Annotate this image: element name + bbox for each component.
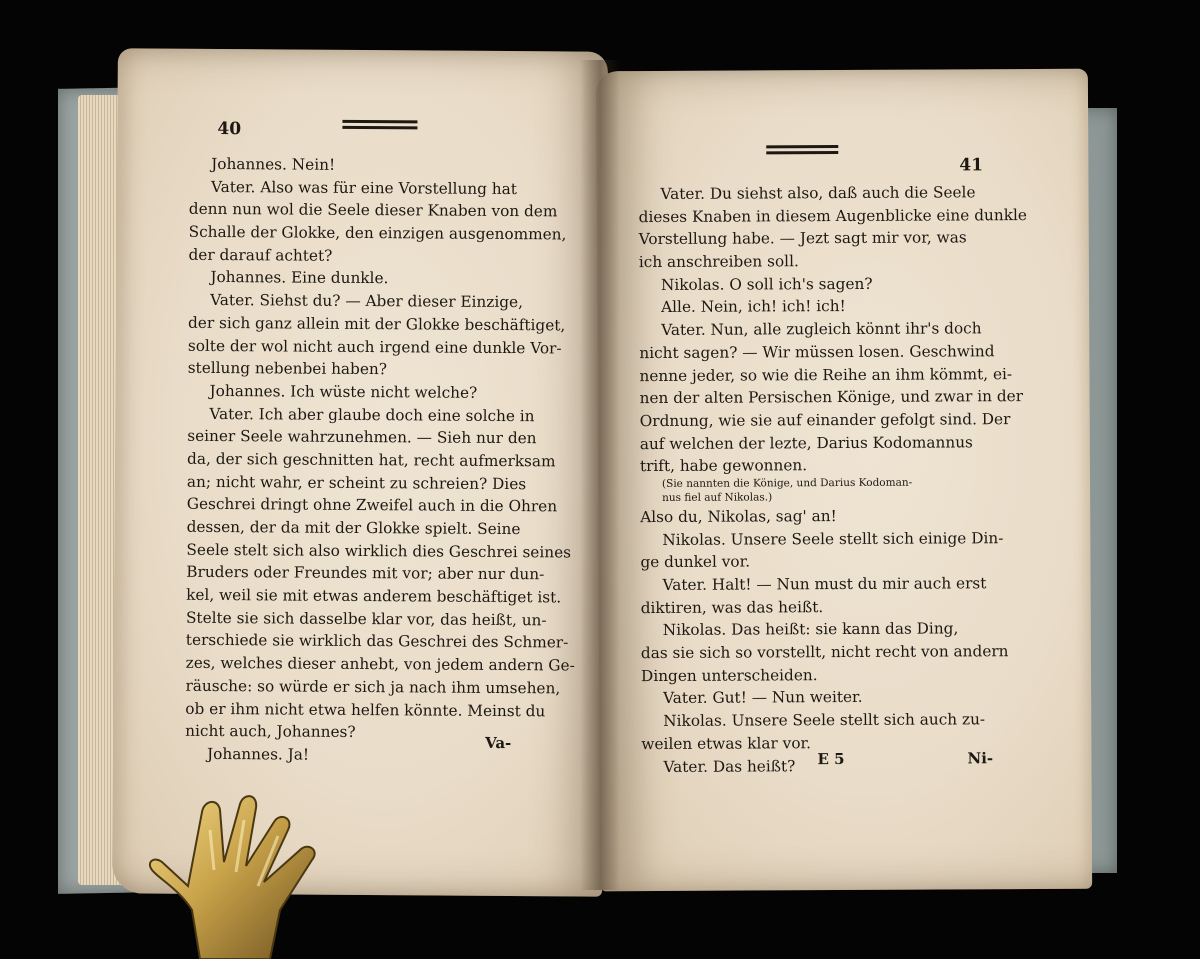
text-line: diktiren, was das heißt.: [640, 597, 824, 617]
text-line: kel, weil sie mit etwas anderem beschäftiget ist.: [186, 585, 562, 607]
text-line: nen der alten Persischen Könige, und zwar in der: [639, 387, 1024, 408]
text-line: Vorstellung habe. — Jezt sagt mir vor, was: [638, 228, 967, 249]
right-catchword: Ni-: [967, 749, 994, 768]
text-line: Nikolas. Unsere Seele stellt sich einige Din-: [662, 528, 1004, 549]
text-line: dieses Knaben in diesem Augenblicke eine dunkle: [638, 205, 1027, 226]
left-header-rule: [342, 120, 417, 130]
text-line: räusche: so würde er sich ja nach ihm umsehen,: [185, 676, 561, 698]
text-line: Vater. Das heißt?: [663, 756, 796, 776]
text-line: Nikolas. Unsere Seele stellt sich auch zu-: [663, 710, 986, 731]
brass-hand-page-weight: [140, 790, 340, 959]
text-line: Nikolas. O soll ich's sagen?: [660, 274, 873, 294]
text-line: Ordnung, wie sie auf einander gefolgt sind. Der: [639, 410, 1011, 430]
signature-mark: E 5: [817, 750, 845, 769]
right-header-rule: [766, 145, 838, 154]
text-line: auf welchen der lezte, Darius Kodomannus: [639, 432, 973, 453]
text-line: Schalle der Glokke, den einzigen ausgenommen,: [188, 222, 567, 244]
text-line: an; nicht wahr, er scheint zu schreien? Dies: [186, 472, 527, 493]
right-page-text: [638, 181, 1029, 778]
text-line: Vater. Du siehst also, daß auch die Seele: [660, 183, 976, 203]
text-line: Stelte sie sich dasselbe klar vor, das heißt, un-: [185, 608, 547, 630]
text-line: da, der sich geschnitten hat, recht aufmerksam: [187, 449, 556, 471]
text-line: Johannes. Ich wüste nicht welche?: [209, 381, 478, 402]
text-line: Vater. Gut! — Nun weiter.: [663, 688, 863, 708]
text-line: solte der wol nicht auch irgend eine dunkle Vor-: [187, 336, 562, 357]
text-line: Johannes. Nein!: [211, 154, 336, 174]
text-line: Dingen unterscheiden.: [640, 665, 818, 685]
text-line: denn nun wol die Seele dieser Knaben von dem: [188, 200, 558, 221]
text-line: nus fiel auf Nikolas.): [662, 491, 773, 504]
text-line: Johannes. Ja!: [206, 744, 310, 764]
left-page-text: [185, 153, 578, 768]
right-page: [596, 69, 1092, 892]
text-line: Vater. Nun, alle zugleich könnt ihr's doch: [661, 319, 982, 340]
text-line: dessen, der da mit der Glokke spielt. Seine: [186, 517, 521, 539]
right-page-number: 41: [959, 155, 984, 176]
text-line: Vater. Siehst du? — Aber dieser Einzige,: [210, 291, 524, 312]
text-line: nenne jeder, so wie die Reihe an ihm kömmt, ei-: [639, 364, 1013, 385]
left-page: [112, 48, 608, 896]
text-line: stellung nebenbei haben?: [187, 358, 388, 379]
text-line: ge dunkel vor.: [640, 552, 751, 572]
text-line: Vater. Halt! — Nun must du mir auch erst: [662, 574, 987, 594]
text-line: Johannes. Eine dunkle.: [210, 268, 389, 288]
left-catchword: Va-: [485, 733, 512, 753]
text-line: Vater. Ich aber glaube doch eine solche in: [209, 404, 535, 425]
text-line: ich anschreiben soll.: [638, 252, 799, 272]
text-line: nicht sagen? — Wir müssen losen. Geschwind: [639, 342, 995, 362]
text-line: Also du, Nikolas, sag' an!: [640, 506, 837, 527]
text-line: Seele stelt sich also wirklich dies Geschrei seines: [186, 540, 572, 562]
text-line: der sich ganz allein mit der Glokke beschäftiget,: [187, 313, 566, 335]
left-page-number: 40: [217, 118, 242, 140]
text-line: Nikolas. Das heißt: sie kann das Ding,: [662, 619, 959, 640]
text-line: das sie sich so vorstellt, nicht recht von andern: [640, 642, 1009, 663]
book-gutter: [580, 60, 620, 890]
text-line: Vater. Also was für eine Vorstellung hat: [210, 177, 518, 198]
text-line: (Sie nannten die Könige, und Darius Kodoman-: [661, 476, 913, 490]
text-line: Bruders oder Freundes mit vor; aber nur dun-: [186, 563, 545, 584]
text-line: terschiede sie wirklich das Geschrei des Schmer-: [185, 631, 569, 652]
text-line: Alle. Nein, ich! ich! ich!: [661, 297, 846, 317]
text-line: zes, welches dieser anhebt, von jedem andern Ge-: [185, 653, 575, 675]
text-line: weilen etwas klar vor.: [641, 733, 812, 753]
text-line: der darauf achtet?: [188, 245, 333, 265]
text-line: Geschrei dringt ohne Zweifel auch in die Ohren: [186, 495, 558, 516]
text-line: ob er ihm nicht etwa helfen könnte. Meinst du: [185, 699, 546, 720]
text-line: seiner Seele wahrzunehmen. — Sieh nur den: [187, 427, 537, 448]
text-line: nicht auch, Johannes?: [185, 721, 356, 742]
text-line: trift, habe gewonnen.: [639, 456, 808, 476]
